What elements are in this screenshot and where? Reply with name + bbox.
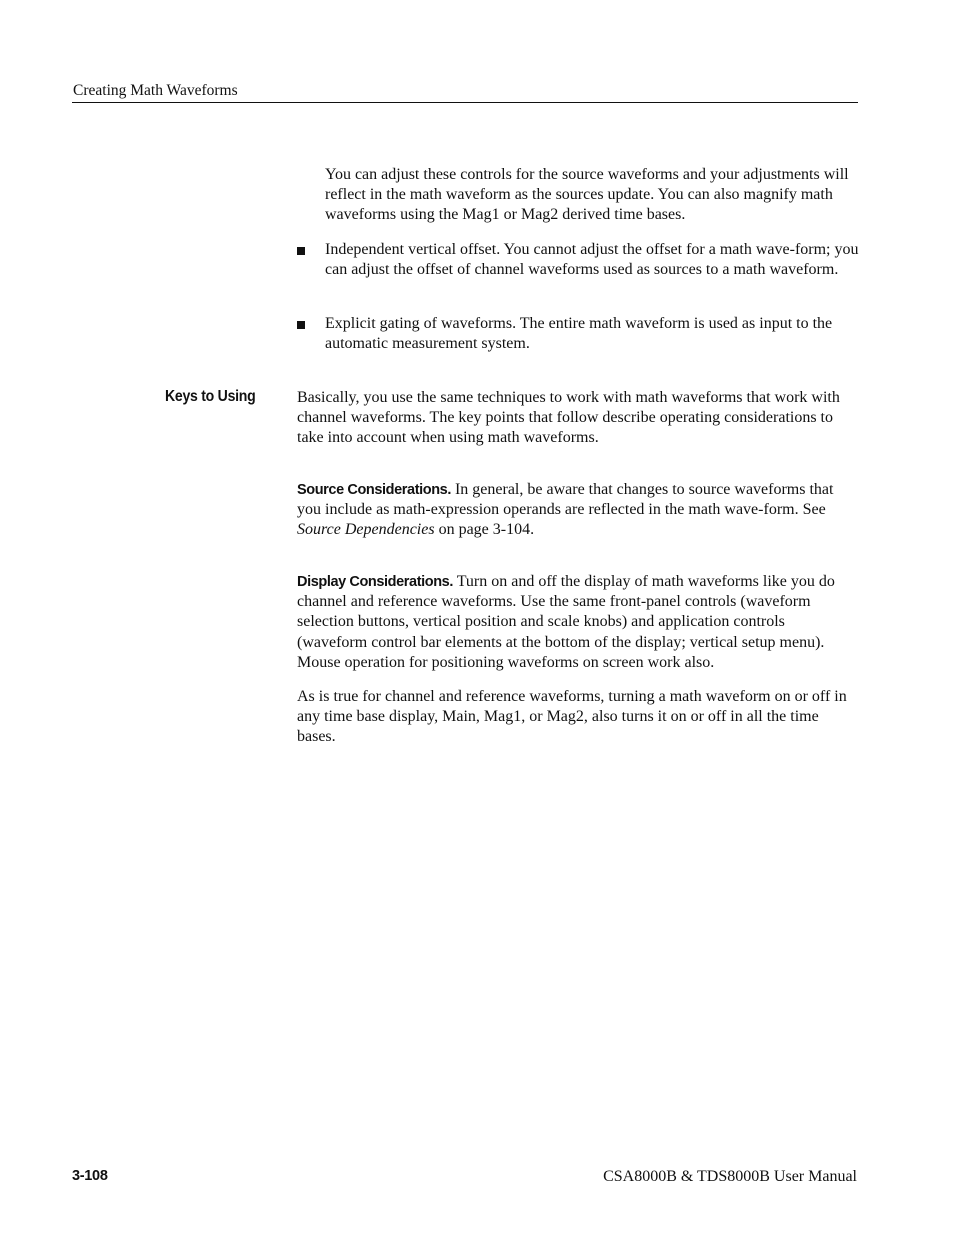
display-considerations-heading: Display Considerations. bbox=[297, 574, 453, 590]
keys-paragraph: Basically, you use the same techniques to work with math waveforms that work with channel waveforms. The key points that follow describe operating considerations to take into account when using math waveforms. bbox=[297, 389, 840, 447]
intro-paragraph: You can adjust these controls for the source waveforms and your adjustments will reflect in the math waveform as the sources update. You can also magnify math waveforms using the Mag1 or Mag2 derived time bases. bbox=[325, 166, 849, 224]
header-rule bbox=[72, 102, 858, 103]
square-bullet-icon bbox=[297, 247, 305, 255]
square-bullet-icon bbox=[297, 321, 305, 329]
source-text-after: on page 3-104. bbox=[434, 521, 535, 539]
running-head: Creating Math Waveforms bbox=[73, 82, 238, 99]
bullet-text: Explicit gating of waveforms. The entire math waveform is used as input to the automatic measurement system. bbox=[325, 315, 833, 353]
display-considerations-paragraph bbox=[297, 572, 859, 673]
manual-title: CSA8000B & TDS8000B User Manual bbox=[603, 1168, 857, 1185]
source-text-before: In general, be aware that changes to source waveforms that you include as math-expression operands are reflected in the math wave-form. See bbox=[297, 481, 834, 519]
source-considerations-paragraph bbox=[297, 480, 859, 541]
time-base-paragraph: As is true for channel and reference waveforms, turning a math waveform on or off in any time base display, Main, Mag1, or Mag2, also turns it on or off in all the time bases. bbox=[297, 688, 847, 746]
bullet-text: Independent vertical offset. You cannot adjust the offset for a math wave-form; you can adjust the offset of channel waveforms used as sources to a math waveform. bbox=[325, 241, 859, 279]
source-considerations-heading: Source Considerations. bbox=[297, 482, 451, 498]
display-text: Turn on and off the display of math waveforms like you do channel and reference waveforms. Use the same front-panel controls (waveform selection buttons, vertical position and scale knobs) and application controls (waveform control bar elements at the bottom of the display; vertical setup menu). Mouse operation for positioning waveforms on screen work also. bbox=[297, 573, 835, 671]
page-number: 3-108 bbox=[72, 1168, 108, 1184]
source-dependencies-reference: Source Dependencies bbox=[297, 521, 435, 539]
side-heading-keys-to-using: Keys to Using bbox=[165, 388, 256, 405]
